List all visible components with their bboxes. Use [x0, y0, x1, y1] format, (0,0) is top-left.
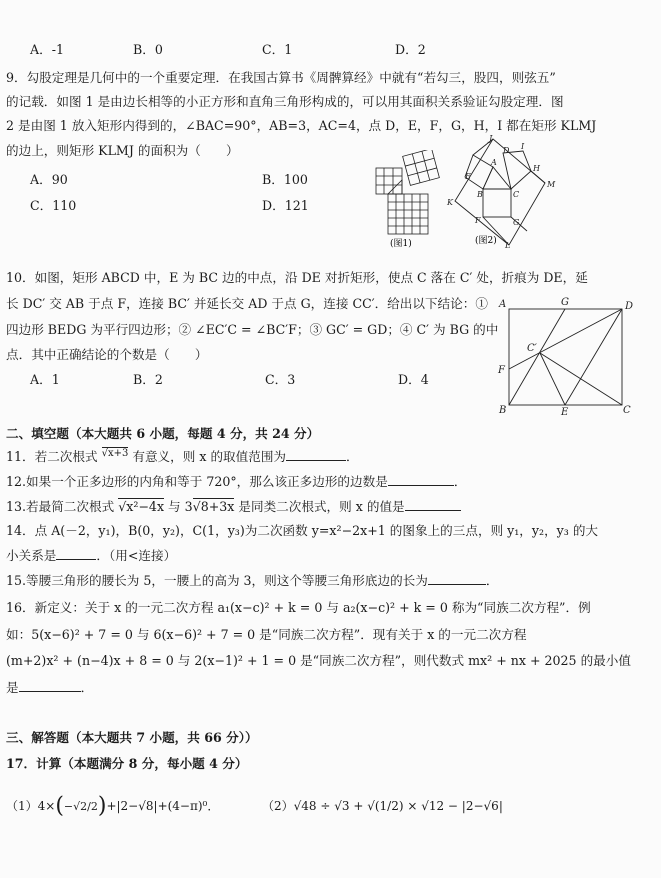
q17-part-1: （1）4×(−√2/2)+|2−√8|+(4−π)⁰． — [6, 793, 220, 819]
q10-label-c-prime: C′ — [527, 343, 537, 354]
svg-text:H: H — [533, 164, 540, 173]
q13: 13.若最简二次根式 √x²−4x 与 3√8+3x 是同类二次根式，则 x 的值是 — [6, 498, 461, 515]
q9-option-a: A．90 — [30, 172, 68, 187]
q10-line-4: 点．其中正确结论的个数是（ ） — [6, 347, 208, 362]
q10-line-3: 四边形 BEDG 为平行四边形；② ∠EC′C = ∠BC′F；③ GC′ = GD；④ C′ 为 BG 的中 — [6, 322, 499, 337]
q10-line-1: 10．如图，矩形 ABCD 中，E 为 BC 边的中点，沿 DE 对折矩形，使点 C 落在 C′ 处，折痕为 DE，延 — [6, 270, 588, 285]
svg-text:J: J — [489, 135, 493, 143]
q10-label-f: F — [498, 365, 505, 376]
q16-line-4: 是 ． — [6, 680, 94, 695]
q16-line-1: 16．新定义：关于 x 的一元二次方程 a₁(x−c)² + k = 0 与 a₂(x−c)² + k = 0 称为“同族二次方程”．例 — [6, 600, 591, 615]
q9-option-d: D．121 — [262, 198, 309, 213]
q10-label-d: D — [625, 301, 634, 312]
q15: 15.等腰三角形的腰长为 5，一腰上的高为 3，则这个等腰三角形底边的长为 ． — [6, 573, 499, 588]
q10-option-a: A．1 — [30, 372, 60, 387]
section-3-title: 三、解答题（本大题共 7 小题，共 66 分）） — [6, 730, 258, 745]
q14-line-2: 小关系是 ．（用<连接） — [6, 548, 177, 563]
q8-option-d: D．2 — [395, 42, 426, 57]
svg-text:L: L — [505, 241, 511, 250]
svg-text:I: I — [521, 142, 525, 151]
svg-text:C: C — [513, 190, 520, 199]
figure-2-caption: (图2) — [475, 236, 497, 246]
q10-option-d: D．4 — [398, 372, 429, 387]
q16-line-2: 如：5(x−6)² + 7 = 0 与 6(x−6)² + 7 = 0 是“同族二次方程”．现有关于 x 的一元二次方程 — [6, 627, 527, 642]
q10-label-b: B — [499, 405, 507, 416]
svg-text:E: E — [465, 172, 471, 181]
q8-option-c: C．1 — [262, 42, 293, 57]
q8-option-b: B．0 — [133, 42, 163, 57]
svg-text:B: B — [477, 190, 483, 199]
q10-label-g: G — [561, 297, 569, 308]
q9-line-3: 2 是由图 1 放入矩形内得到的，∠BAC=90°，AB=3，AC=4，点 D，E，F，G，H，I 都在矩形 KLMJ — [6, 118, 597, 133]
q17-part-2: （2）√48 ÷ √3 + √(1/2) × √12 − |2−√6| — [262, 799, 503, 813]
q9-option-b: B．100 — [262, 172, 308, 187]
q14-line-1: 14．点 A(－2，y₁)，B(0，y₂)，C(1，y₃)为二次函数 y=x²−2x+1 的图象上的三点，则 y₁，y₂，y₃ 的大 — [6, 523, 599, 538]
q11: 11．若二次根式 $^{√x+3}$ 有意义，则 x 的取值范围为 ． — [6, 448, 359, 464]
q10-line-2: 长 DC′ 交 AB 于点 F，连接 BC′ 并延长交 AD 于点 G，连接 CC′．给出以下结论：① — [6, 296, 488, 311]
q10-figure — [495, 295, 635, 417]
q10-option-b: B．2 — [133, 372, 163, 387]
figure-1 — [370, 150, 450, 250]
q12: 12.如果一个正多边形的内角和等于 720°，那么该正多边形的边数是 ． — [6, 474, 467, 489]
q10-option-c: C．3 — [265, 372, 296, 387]
q16-line-3: (m+2)x² + (n−4)x + 8 = 0 与 2(x−1)² + 1 = 0 是“同族二次方程”，则代数式 mx² + nx + 2025 的最小值 — [6, 653, 631, 668]
figure-2 — [445, 135, 560, 250]
svg-text:K: K — [447, 198, 453, 207]
q8-option-a: A．-1 — [30, 42, 64, 57]
q10-label-e: E — [561, 407, 569, 417]
svg-text:D: D — [503, 146, 510, 155]
q17-title: 17．计算（本题满分 8 分，每小题 4 分） — [6, 756, 248, 771]
svg-text:F: F — [475, 216, 481, 225]
section-2-title: 二、填空题（本大题共 6 小题，每题 4 分，共 24 分） — [6, 426, 320, 441]
q10-label-a: A — [499, 299, 507, 310]
svg-text:A: A — [491, 158, 497, 167]
svg-text:M: M — [547, 180, 556, 189]
q9-option-c: C．110 — [30, 198, 77, 213]
svg-text:G: G — [513, 218, 520, 227]
q10-label-c: C — [623, 405, 631, 416]
q9-line-2: 的记载．如图 1 是由边长相等的小正方形和直角三角形构成的，可以用其面积关系验证勾股定理．图 — [6, 94, 564, 109]
q9-line-4: 的边上，则矩形 KLMJ 的面积为（ ） — [6, 143, 239, 158]
q9-line-1: 9．勾股定理是几何中的一个重要定理．在我国古算书《周髀算经》中就有“若勾三，股四，则弦五” — [6, 70, 556, 85]
figure-1-caption: (图1) — [390, 239, 412, 249]
